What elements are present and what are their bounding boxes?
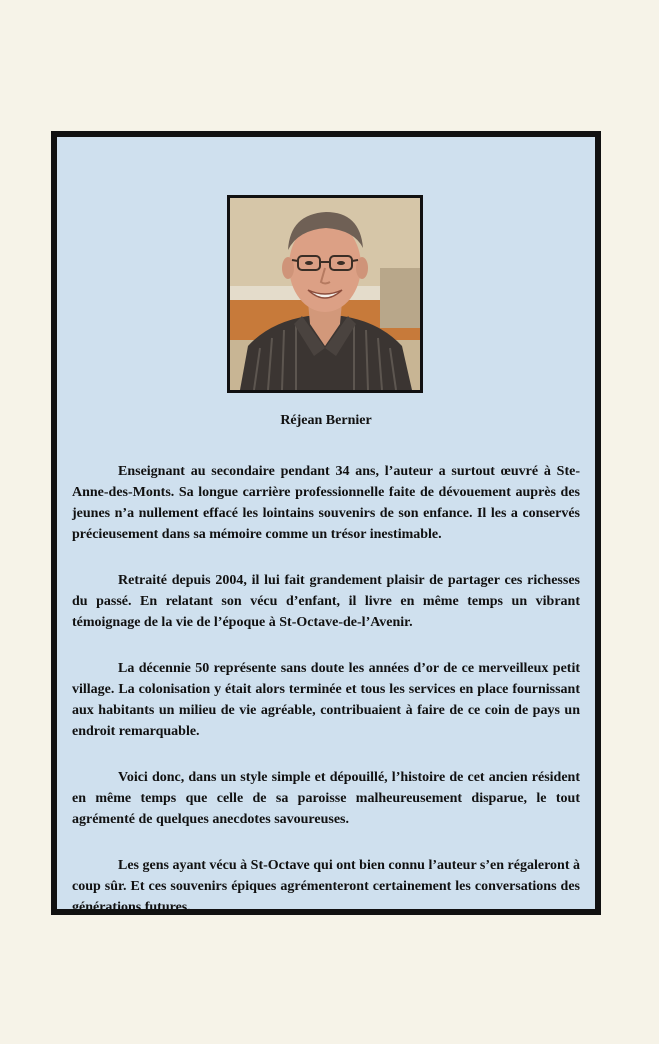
bio-paragraph: La décennie 50 représente sans doute les années d’or de ce merveilleux petit village. La colonisation y était alors terminée et tous les services en place fournissant aux habitants un milieu de vie agréable, contribuaient à faire de ce coin de pays un endroit remarquable. — [72, 661, 580, 739]
author-name: Réjean Bernier — [280, 413, 372, 428]
bio-paragraph: Retraité depuis 2004, il lui fait grandement plaisir de partager ces richesses du passé. En relatant son vécu d’enfant, il livre en même temps un vibrant témoignage de la vie de l’époque à St-Octave-de-l’Avenir. — [72, 573, 580, 630]
portrait-photo-icon — [230, 198, 420, 390]
author-photo — [227, 195, 423, 393]
bio-paragraph: Les gens ayant vécu à St-Octave qui ont bien connu l’auteur s’en régaleront à coup sûr. Et ces souvenirs épiques agrémenteront certainement les conversations des générations futures. — [72, 858, 580, 915]
author-biography — [72, 461, 580, 943]
bio-paragraph: Enseignant au secondaire pendant 34 ans, l’auteur a surtout œuvré à Ste-Anne-des-Monts. Sa longue carrière professionnelle faite de dévouement auprès des jeunes n’a nullement effacé les lointains souvenirs de son enfance. Il les a conservés précieusement dans sa mémoire comme un trésor inestimable. — [72, 464, 580, 542]
back-cover-panel — [51, 131, 601, 915]
bio-paragraph: Voici donc, dans un style simple et dépouillé, l’histoire de cet ancien résident en même temps que celle de sa paroisse malheureusement disparue, le tout agrémenté de quelques anecdotes savoureuses. — [72, 770, 580, 827]
